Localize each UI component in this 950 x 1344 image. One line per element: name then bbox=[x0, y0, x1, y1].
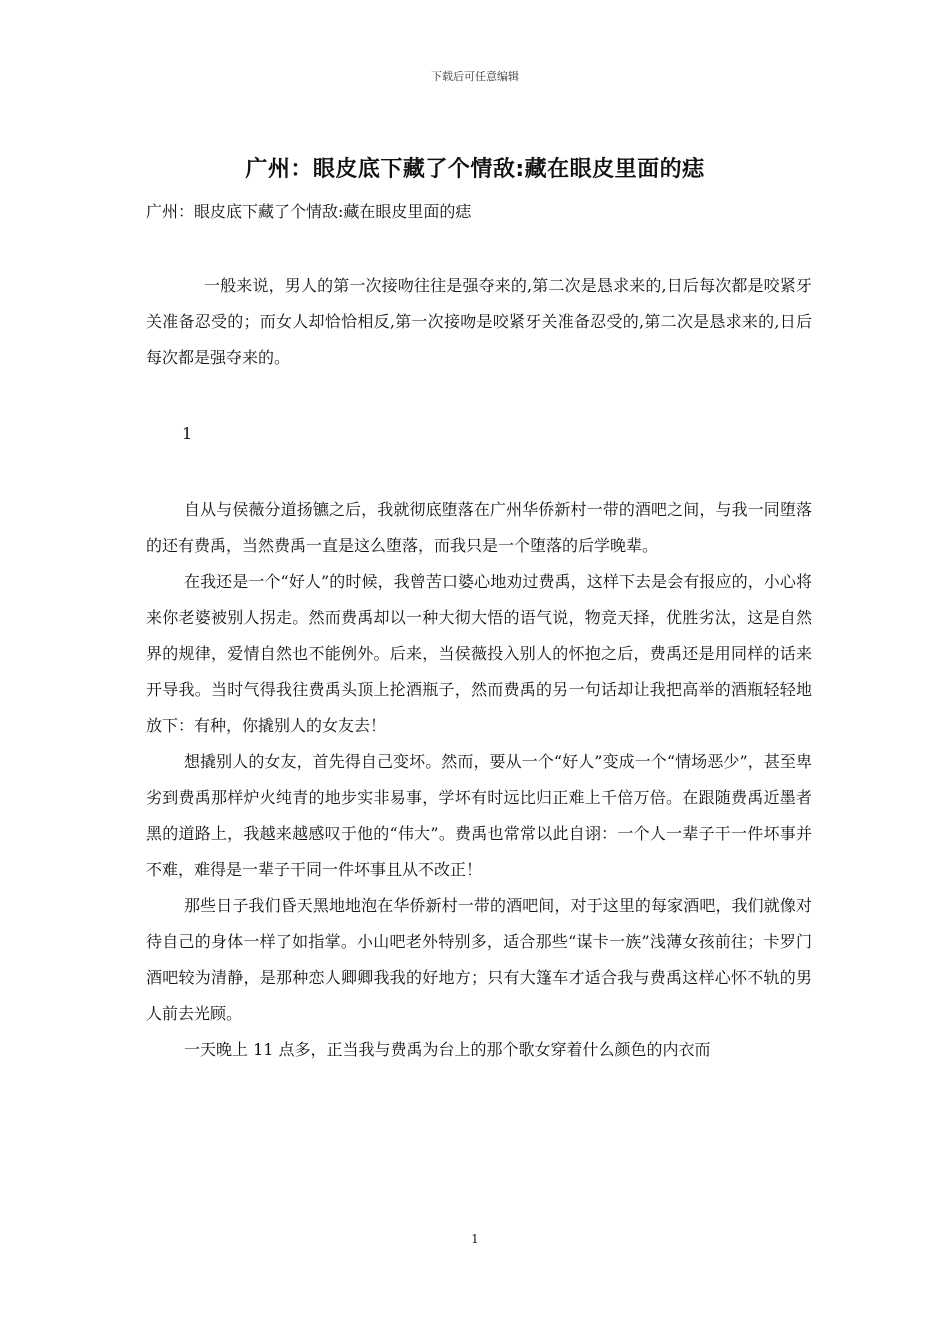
paragraph: 一天晚上 11 点多，正当我与费禹为台上的那个歌女穿着什么颜色的内衣而 bbox=[184, 1040, 711, 1059]
intro-paragraph: 一般来说，男人的第一次接吻往往是强夺来的,第二次是恳求来的,日后每次都是咬紧牙关准备忍受的；而女人却恰恰相反,第一次接吻是咬紧牙关准备忍受的,第二次是恳求来的,日后每次都是强夺来的。 bbox=[146, 276, 812, 367]
section-number: 1 bbox=[182, 424, 193, 443]
paragraph: 在我还是一个“好人”的时候，我曾苦口婆心地劝过费禹，这样下去是会有报应的，小心将来你老婆被别人拐走。然而费禹却以一种大彻大悟的语气说，物竞天择，优胜劣汰，这是自然界的规律，爱情自然也不能例外。后来，当侯薇投入别人的怀抱之后，费禹还是用同样的话来开导我。当时气得我往费禹头顶上抡酒瓶子，然而费禹的另一句话却让我把高举的酒瓶轻轻地放下：有种，你撬别人的女友去！ bbox=[146, 572, 812, 735]
paragraph: 想撬别人的女友，首先得自己变坏。然而，要从一个“好人”变成一个“情场恶少”，甚至卑劣到费禹那样炉火纯青的地步实非易事，学坏有时远比归正难上千倍万倍。在跟随费禹近墨者黑的道路上，我越来越感叹于他的“伟大”。费禹也常常以此自诩：一个人一辈子干一件坏事并不难，难得是一辈子干同一件坏事且从不改正！ bbox=[146, 752, 812, 879]
main-text bbox=[146, 492, 812, 1068]
page-header: 下载后可任意编辑 bbox=[431, 70, 519, 83]
document-title: 广州：眼皮底下藏了个情敌:藏在眼皮里面的痣 bbox=[245, 157, 705, 182]
paragraph: 自从与侯薇分道扬镳之后，我就彻底堕落在广州华侨新村一带的酒吧之间，与我一同堕落的还有费禹，当然费禹一直是这么堕落，而我只是一个堕落的后学晚辈。 bbox=[146, 500, 812, 555]
document-subtitle: 广州：眼皮底下藏了个情敌:藏在眼皮里面的痣 bbox=[146, 202, 472, 221]
page-number: 1 bbox=[471, 1232, 479, 1246]
paragraph: 那些日子我们昏天黑地地泡在华侨新村一带的酒吧间，对于这里的每家酒吧，我们就像对待自己的身体一样了如指掌。小山吧老外特别多，适合那些“谋卡一族”浅薄女孩前往；卡罗门酒吧较为清静，是那种恋人卿卿我我的好地方；只有大篷车才适合我与费禹这样心怀不轨的男人前去光顾。 bbox=[146, 896, 812, 1023]
